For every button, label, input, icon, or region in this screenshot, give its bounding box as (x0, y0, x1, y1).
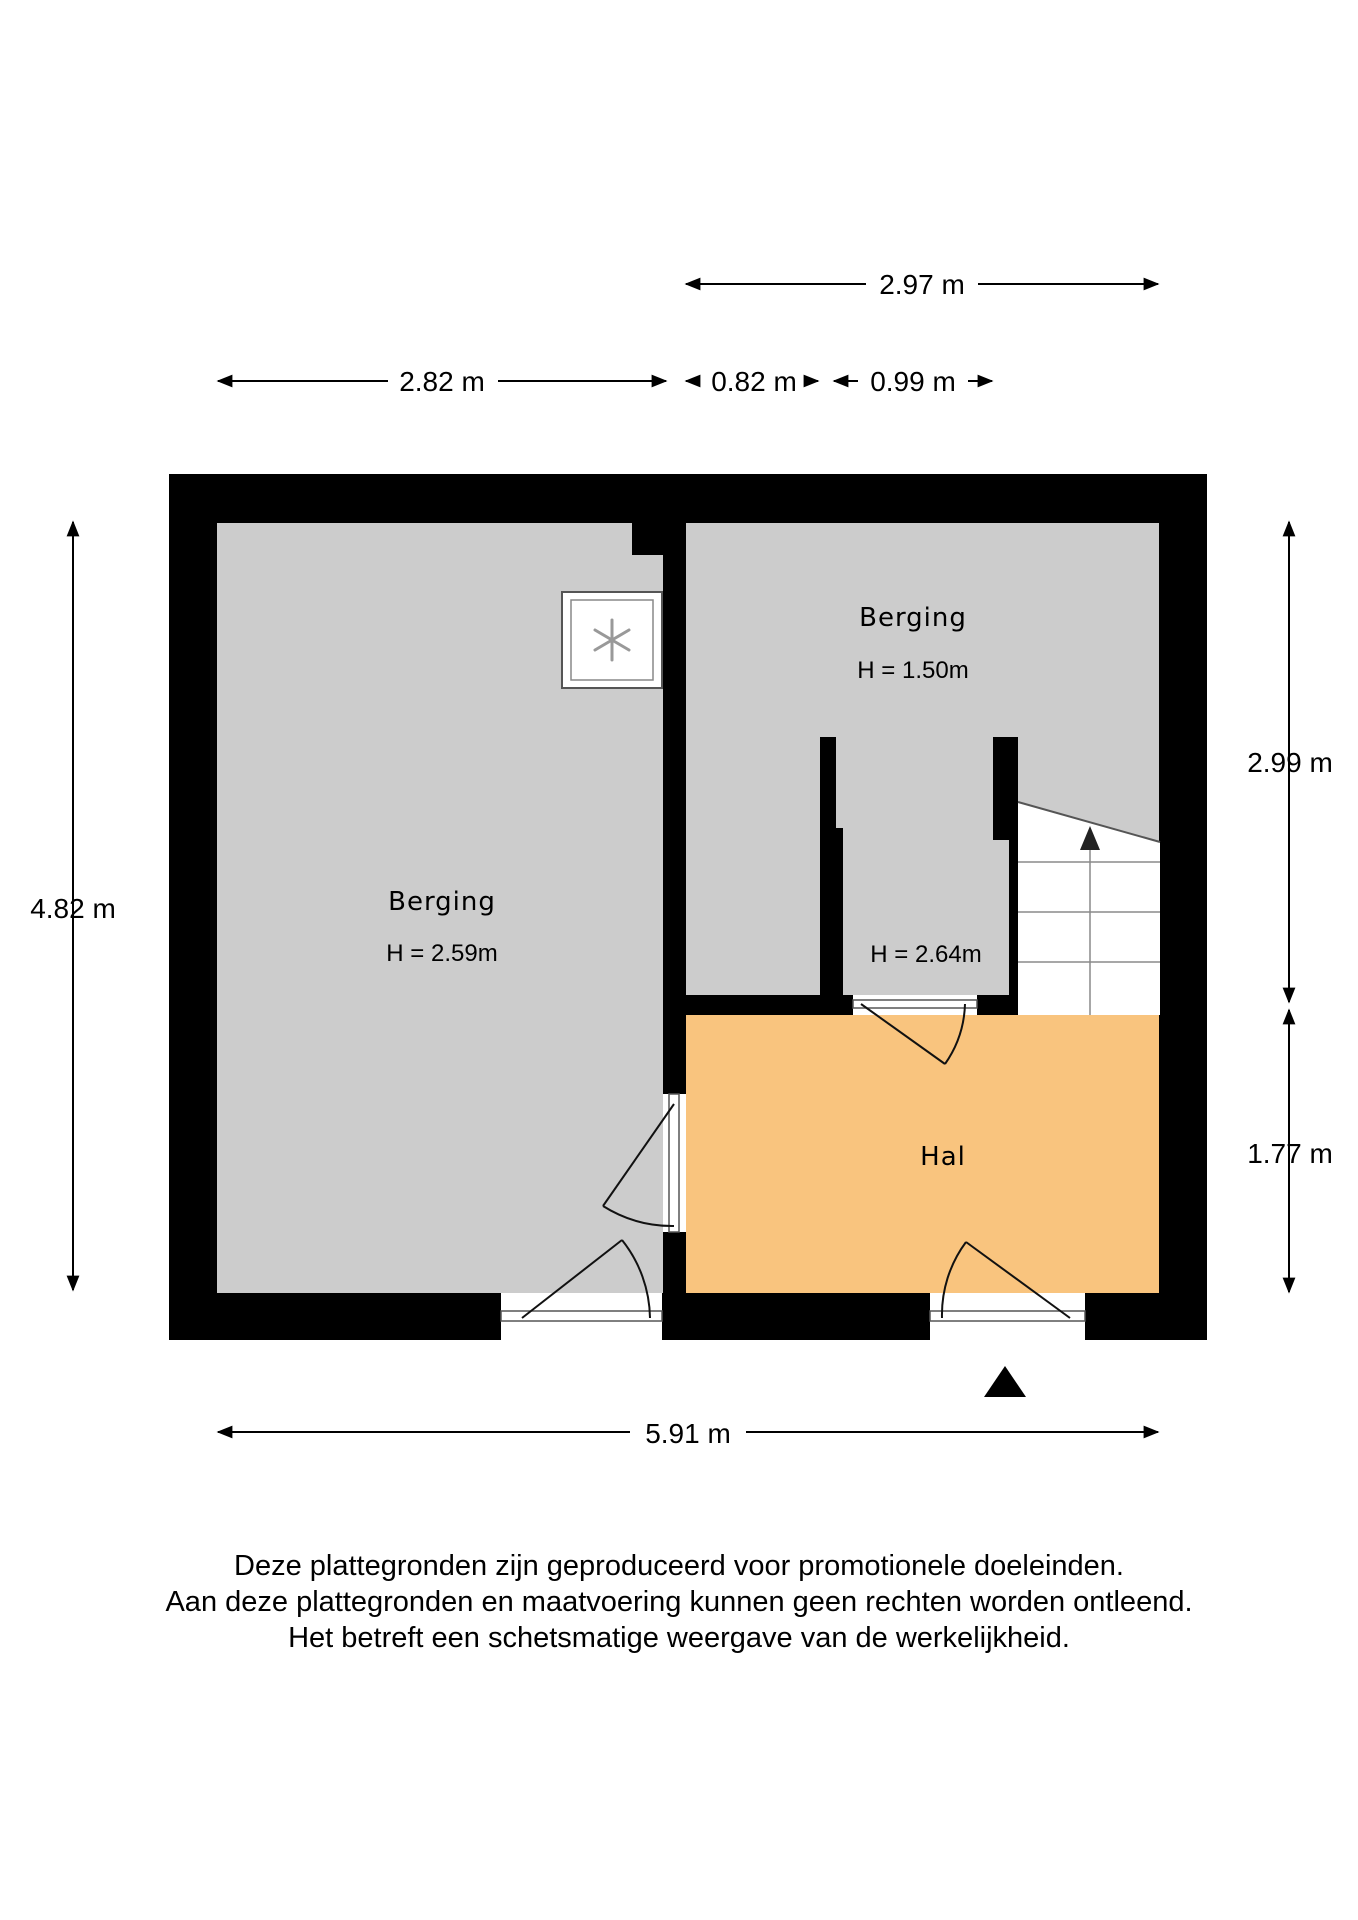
dimension-bottom-total (218, 1418, 1158, 1449)
room-name-hal: Hal (920, 1142, 966, 1172)
dimension-top-right (834, 366, 992, 397)
disclaimer-line: Aan deze plattegronden en maatvoering kunnen geen rechten worden ontleend. (165, 1586, 1193, 1618)
dimension-label: 0.82 m (711, 366, 797, 397)
dimension-label: 4.82 m (30, 893, 116, 924)
dimension-label: 2.82 m (399, 366, 485, 397)
room-name-berging-large: Berging (388, 887, 496, 917)
room-height-berging-small: H = 1.50m (857, 657, 969, 684)
dimension-label: 2.99 m (1247, 747, 1333, 778)
room-height-corridor: H = 2.64m (870, 941, 982, 968)
disclaimer-line: Het betreft een schetsmatige weergave van de werkelijkheid. (288, 1622, 1070, 1654)
dimension-label: 5.91 m (645, 1418, 731, 1449)
dimension-label: 1.77 m (1247, 1138, 1333, 1169)
dimension-top-total (686, 269, 1158, 300)
room-height-berging-large: H = 2.59m (386, 940, 498, 967)
dimension-left-height (30, 522, 116, 1290)
dimension-right-upper (1247, 522, 1333, 1002)
room-name-berging-small: Berging (859, 603, 967, 633)
door-opening-hal-bottom (930, 1293, 1085, 1340)
dimension-top-left (218, 366, 666, 397)
boiler-icon (562, 592, 662, 688)
dimension-label: 0.99 m (870, 366, 956, 397)
wall-corner-block (632, 523, 663, 555)
disclaimer (0, 1548, 1358, 1656)
disclaimer-line: Deze plattegronden zijn geproduceerd voor promotionele doeleinden. (234, 1550, 1124, 1582)
dimension-top-mid (686, 366, 818, 397)
entrance-arrow-icon (984, 1366, 1026, 1397)
dimension-right-lower (1247, 1010, 1333, 1292)
dimension-label: 2.97 m (879, 269, 965, 300)
